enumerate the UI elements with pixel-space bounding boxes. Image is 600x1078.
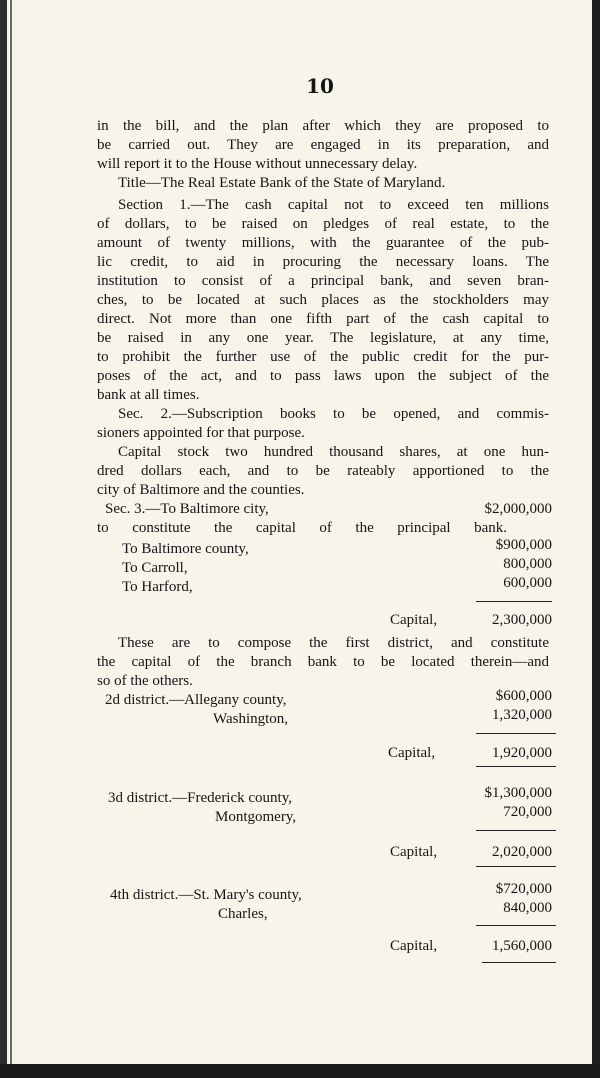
sum-rule bbox=[476, 601, 552, 602]
sum-rule bbox=[482, 962, 556, 963]
body-line: bank at all times. bbox=[97, 387, 200, 403]
sum-rule bbox=[476, 766, 556, 767]
body-line: to prohibit the further use of the public credit for the pur- bbox=[97, 349, 549, 365]
sum-rule bbox=[476, 830, 556, 831]
county-amount: 800,000 bbox=[503, 556, 552, 572]
sum-rule bbox=[476, 733, 556, 734]
body-line: poses of the act, and to pass laws upon the subject of the bbox=[97, 368, 549, 384]
body-line: the capital of the branch bank to be located therein—and bbox=[97, 654, 549, 670]
body-line: sioners appointed for that purpose. bbox=[97, 425, 305, 441]
body-line: city of Baltimore and the counties. bbox=[97, 482, 305, 498]
body-line: lic credit, to aid in procuring the necessary loans. The bbox=[97, 254, 549, 270]
district-amount: $720,000 bbox=[495, 881, 552, 897]
body-line: Capital stock two hundred thousand shares, at one hun- bbox=[118, 444, 549, 460]
sum-rule bbox=[476, 866, 556, 867]
capital-label: Capital, bbox=[390, 612, 438, 628]
body-line: dred dollars each, and to be rateably apportioned to the bbox=[97, 463, 549, 479]
body-line: amount of twenty millions, with the guarantee of the pub- bbox=[97, 235, 549, 251]
district-county: Charles, bbox=[218, 906, 268, 922]
capital-amount: 1,560,000 bbox=[492, 938, 552, 954]
scan-edge-bottom bbox=[0, 1064, 600, 1078]
district-amount: $1,300,000 bbox=[484, 785, 552, 801]
district-amount: 840,000 bbox=[503, 900, 552, 916]
sec3-amount: $2,000,000 bbox=[484, 501, 552, 517]
body-line: in the bill, and the plan after which they are proposed to bbox=[97, 118, 549, 134]
district-amount: $600,000 bbox=[495, 688, 552, 704]
body-line: ches, to be located at such places as the stockholders may bbox=[97, 292, 549, 308]
district-county: Montgomery, bbox=[215, 809, 297, 825]
sec3-label: Sec. 3.—To Baltimore city, bbox=[105, 501, 269, 517]
district-heading: 4th district.—St. Mary's county, bbox=[110, 887, 302, 903]
district-heading: 2d district.—Allegany county, bbox=[105, 692, 287, 708]
body-line: of dollars, to be raised on pledges of real estate, to the bbox=[97, 216, 549, 232]
district-amount: 1,320,000 bbox=[492, 707, 552, 723]
capital-amount: 1,920,000 bbox=[492, 745, 552, 761]
capital-amount: 2,020,000 bbox=[492, 844, 552, 860]
body-line: These are to compose the first district, and constitute bbox=[118, 635, 549, 651]
scan-edge-left bbox=[0, 0, 7, 1078]
body-line: Sec. 2.—Subscription books to be opened, and commis- bbox=[118, 406, 549, 422]
body-line: institution to consist of a principal bank, and seven bran- bbox=[97, 273, 549, 289]
scan-edge-right bbox=[592, 0, 600, 1078]
body-line: be carried out. They are engaged in its preparation, and bbox=[97, 137, 549, 153]
sum-rule bbox=[476, 925, 556, 926]
body-line: so of the others. bbox=[97, 673, 193, 689]
body-line: Section 1.—The cash capital not to exceed ten millions bbox=[118, 197, 549, 213]
district-heading: 3d district.—Frederick county, bbox=[108, 790, 292, 806]
county-name: To Harford, bbox=[122, 579, 193, 595]
district-amount: 720,000 bbox=[503, 804, 552, 820]
body-line: will report it to the House without unnecessary delay. bbox=[97, 156, 418, 172]
district-county: Washington, bbox=[213, 711, 289, 727]
capital-label: Capital, bbox=[390, 844, 438, 860]
body-line: to constitute the capital of the principal bank. bbox=[97, 520, 507, 536]
capital-label: Capital, bbox=[388, 745, 436, 761]
county-name: To Carroll, bbox=[122, 560, 188, 576]
body-line: be raised in any one year. The legislature, at any time, bbox=[97, 330, 549, 346]
page-number: 10 bbox=[306, 74, 334, 98]
county-amount: 600,000 bbox=[503, 575, 552, 591]
capital-label: Capital, bbox=[390, 938, 438, 954]
scan-edge-left-inner bbox=[10, 0, 12, 1078]
bill-title: Title—The Real Estate Bank of the State of Maryland. bbox=[118, 175, 446, 191]
capital-amount: 2,300,000 bbox=[492, 612, 552, 628]
county-name: To Baltimore county, bbox=[122, 541, 249, 557]
county-amount: $900,000 bbox=[495, 537, 552, 553]
body-line: direct. Not more than one fifth part of the cash capital to bbox=[97, 311, 549, 327]
